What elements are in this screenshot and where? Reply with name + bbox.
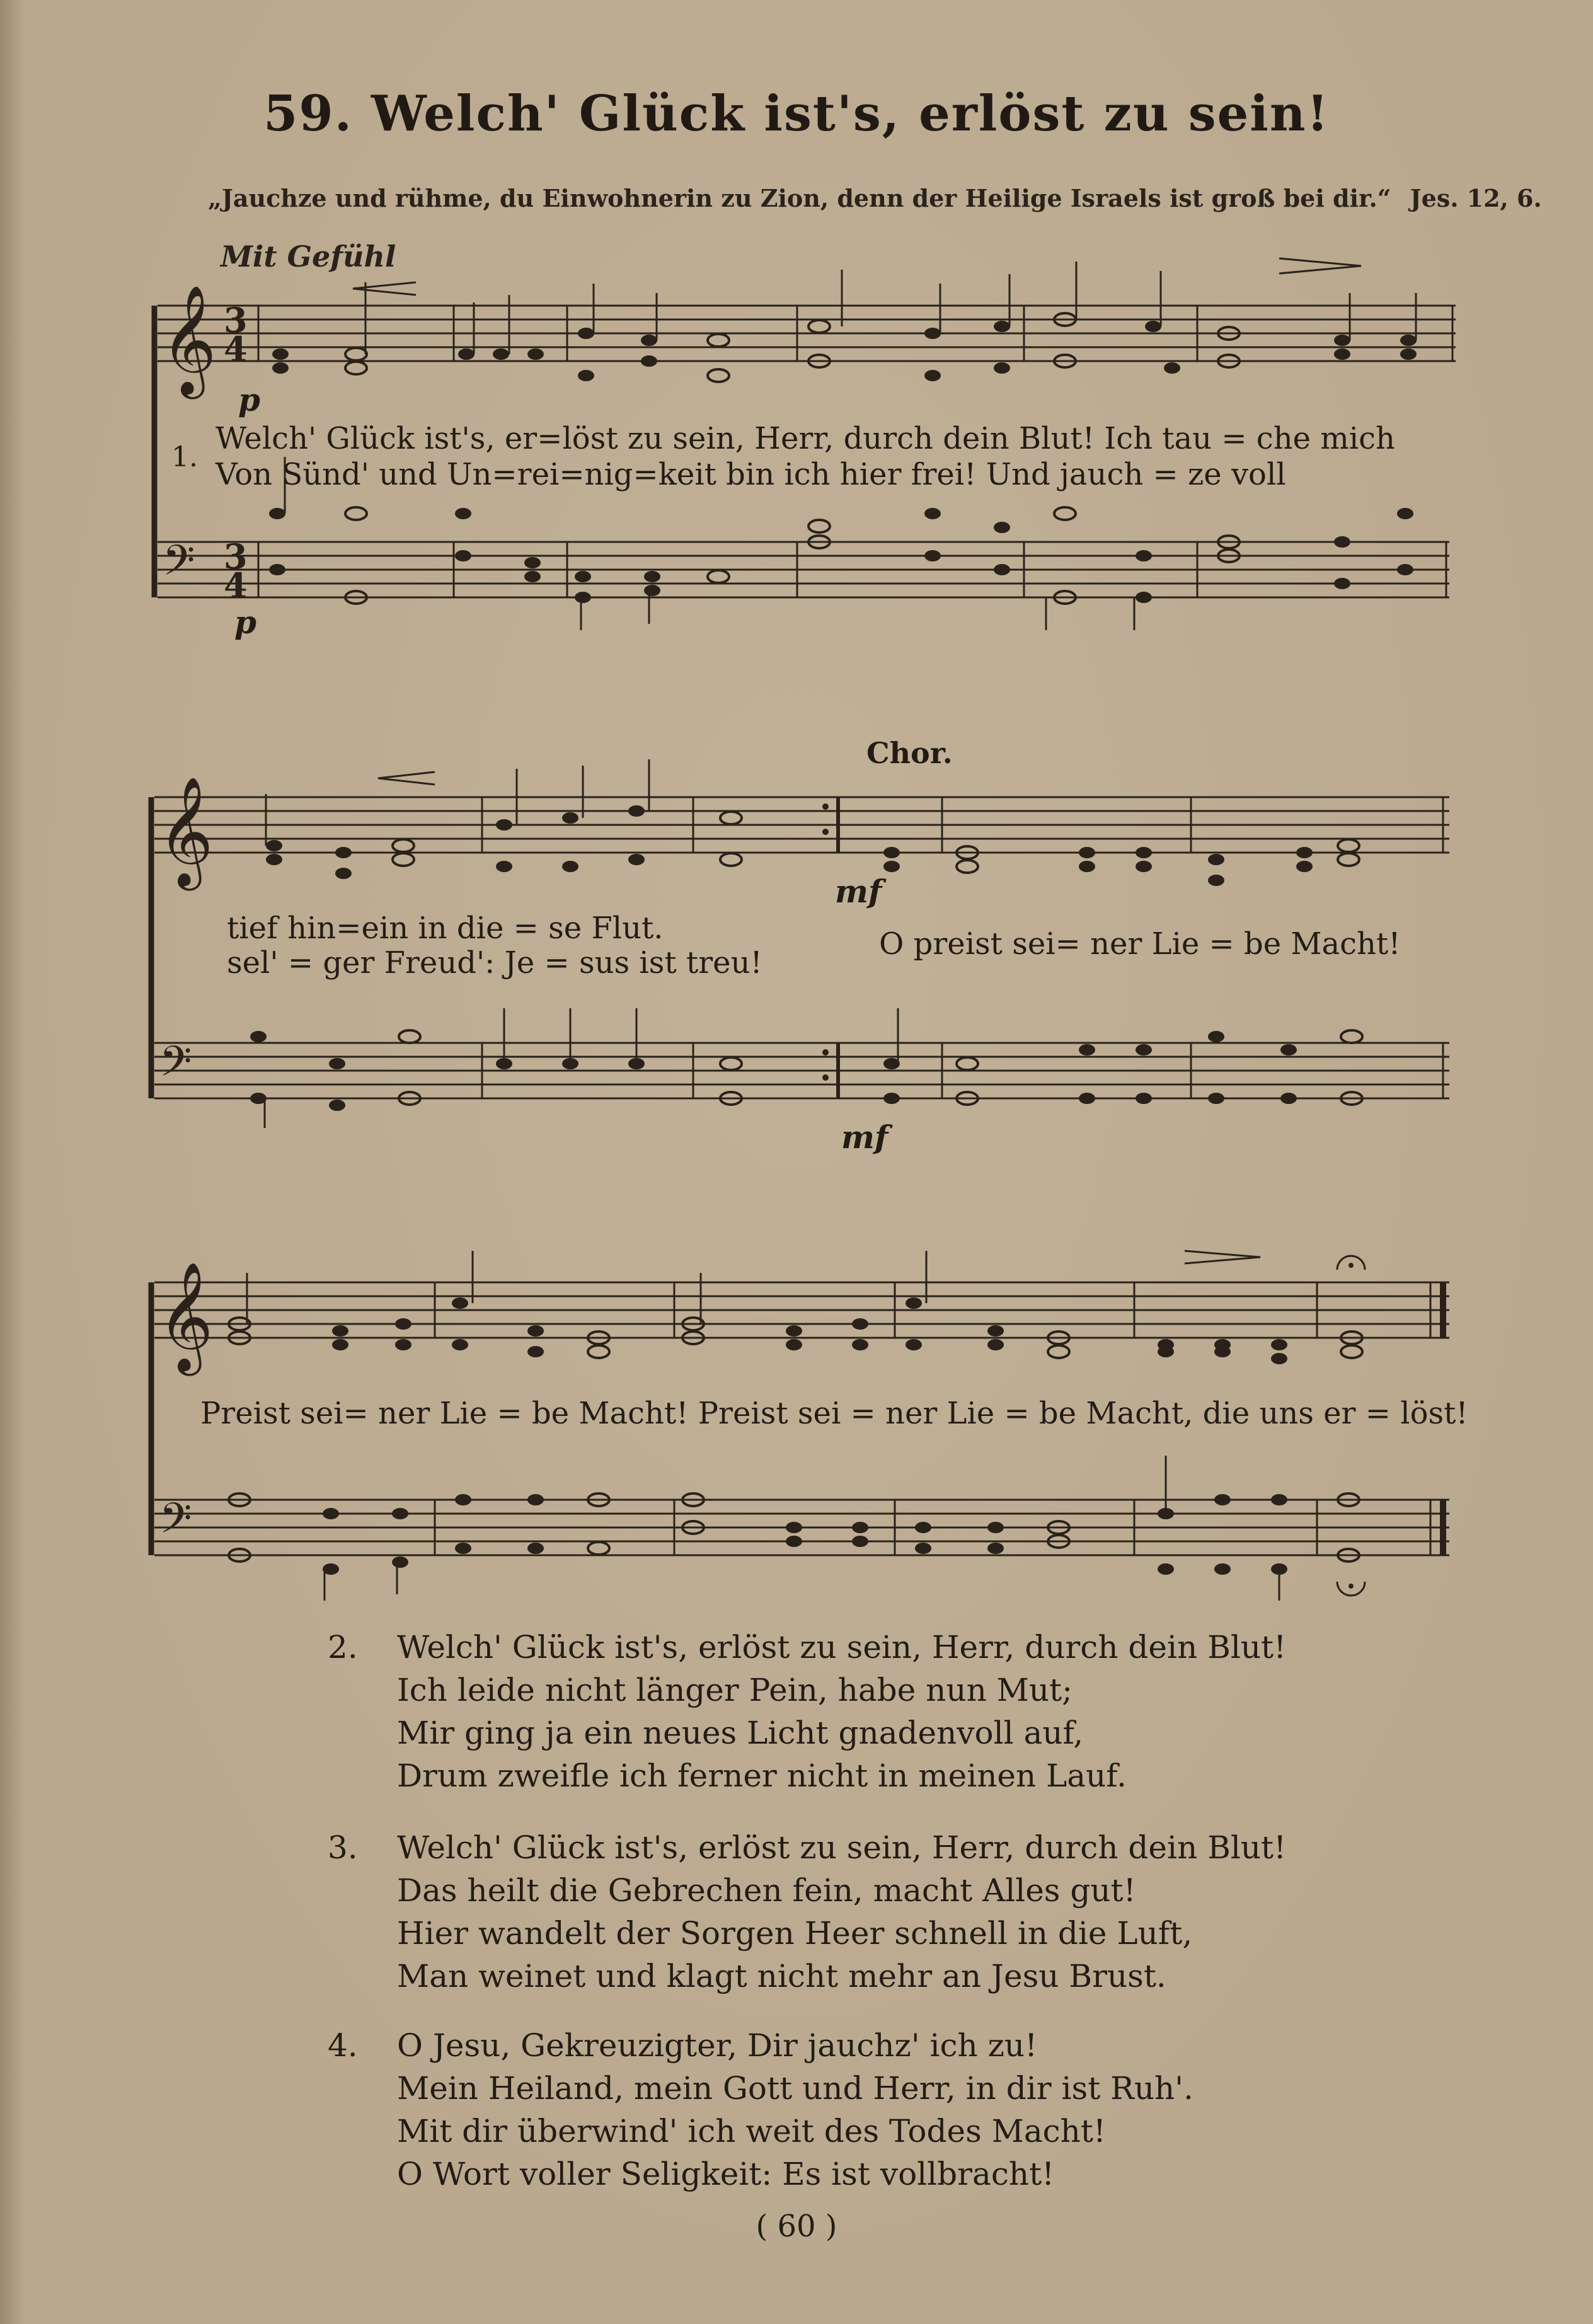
chorus-label: Chor.: [866, 736, 953, 770]
dynamic-piano: p: [234, 604, 256, 641]
verse-number: 3.: [328, 1829, 358, 1866]
svg-text:4: 4: [224, 329, 248, 369]
svg-text:3: 3: [224, 300, 248, 340]
treble-clef-icon: 𝄞: [161, 285, 217, 394]
bass-clef-icon: 𝄢: [159, 1494, 192, 1553]
lyric-line-verse1-alt: sel' = ger Freud': Je = sus ist treu!: [227, 945, 762, 981]
lyric-chorus: O preist sei= ner Lie = be Macht!: [879, 926, 1401, 962]
verse-line: Mir ging ja ein neues Licht gnadenvoll auf,: [397, 1715, 1084, 1751]
dynamic-mezzoforte: mf: [841, 1119, 889, 1156]
fermata-dots: [822, 803, 1354, 1589]
lyric-line-verse1: Welch' Glück ist's, er=löst zu sein, Herr, durch dein Blut! Ich tau = che mich: [216, 421, 1395, 456]
bass-clef-icon: 𝄢: [163, 536, 195, 595]
system-brackets: [151, 306, 154, 1555]
lyric-chorus: Preist sei= ner Lie = be Macht! Preist sei = ner Lie = be Macht, die uns er = löst!: [200, 1396, 1468, 1431]
verse-line: O Jesu, Gekreuzigter, Dir jauchz' ich zu!: [397, 2027, 1038, 2064]
verse-line: Drum zweifle ich ferner nicht in meinen Lauf.: [397, 1757, 1127, 1794]
svg-text:4: 4: [224, 565, 248, 606]
verse-marker: 1.: [171, 441, 198, 473]
verse-line: Hier wandelt der Sorgen Heer schnell in die Luft,: [397, 1915, 1193, 1952]
hymn-title: 59. Welch' Glück ist's, erlöst zu sein!: [263, 85, 1330, 142]
verse-line: Welch' Glück ist's, erlöst zu sein, Herr, durch dein Blut!: [397, 1629, 1287, 1665]
system1-treble-staff: [158, 306, 1456, 361]
system1-bass-staff: [158, 542, 1449, 597]
page-number: ( 60 ): [756, 2209, 837, 2244]
epigraph-reference: Jes. 12, 6.: [1410, 184, 1542, 212]
verse-line: Mit dir überwind' ich weit des Todes Macht!: [397, 2113, 1107, 2149]
system2-treble-staff: [154, 797, 1449, 853]
verse-line: O Wort voller Seligkeit: Es ist vollbracht!: [397, 2156, 1055, 2192]
verse-line: Ich leide nicht länger Pein, habe nun Mut;: [397, 1672, 1073, 1708]
dynamic-mezzoforte: mf: [835, 873, 882, 910]
verse-line: Welch' Glück ist's, erlöst zu sein, Herr, durch dein Blut!: [397, 1829, 1287, 1866]
dynamic-piano: p: [238, 381, 260, 418]
verse-line: Das heilt die Gebrechen fein, macht Alles gut!: [397, 1872, 1136, 1909]
epigraph-quote: „Jauchze und rühme, du Einwohnerin zu Zion, denn der Heilige Israels ist groß bei dir.“: [208, 184, 1391, 212]
verse-number: 2.: [328, 1629, 358, 1665]
bass-clef-icon: 𝄢: [159, 1037, 192, 1096]
lyric-line-verse1: tief hin=ein in die = se Flut.: [227, 911, 664, 946]
verse-number: 4.: [328, 2027, 358, 2064]
treble-clef-icon: 𝄞: [158, 1262, 214, 1371]
verse-line: Man weinet und klagt nicht mehr an Jesu Brust.: [397, 1958, 1166, 1994]
verse-line: Mein Heiland, mein Gott und Herr, in dir ist Ruh'.: [397, 2070, 1193, 2107]
system2-bass-staff: [154, 1043, 1449, 1098]
lyric-line-verse1-alt: Von Sünd' und Un=rei=nig=keit bin ich hier frei! Und jauch = ze voll: [216, 457, 1286, 492]
tempo-marking: Mit Gefühl: [221, 239, 396, 273]
treble-clef-icon: 𝄞: [158, 776, 214, 886]
svg-text:3: 3: [224, 536, 248, 577]
